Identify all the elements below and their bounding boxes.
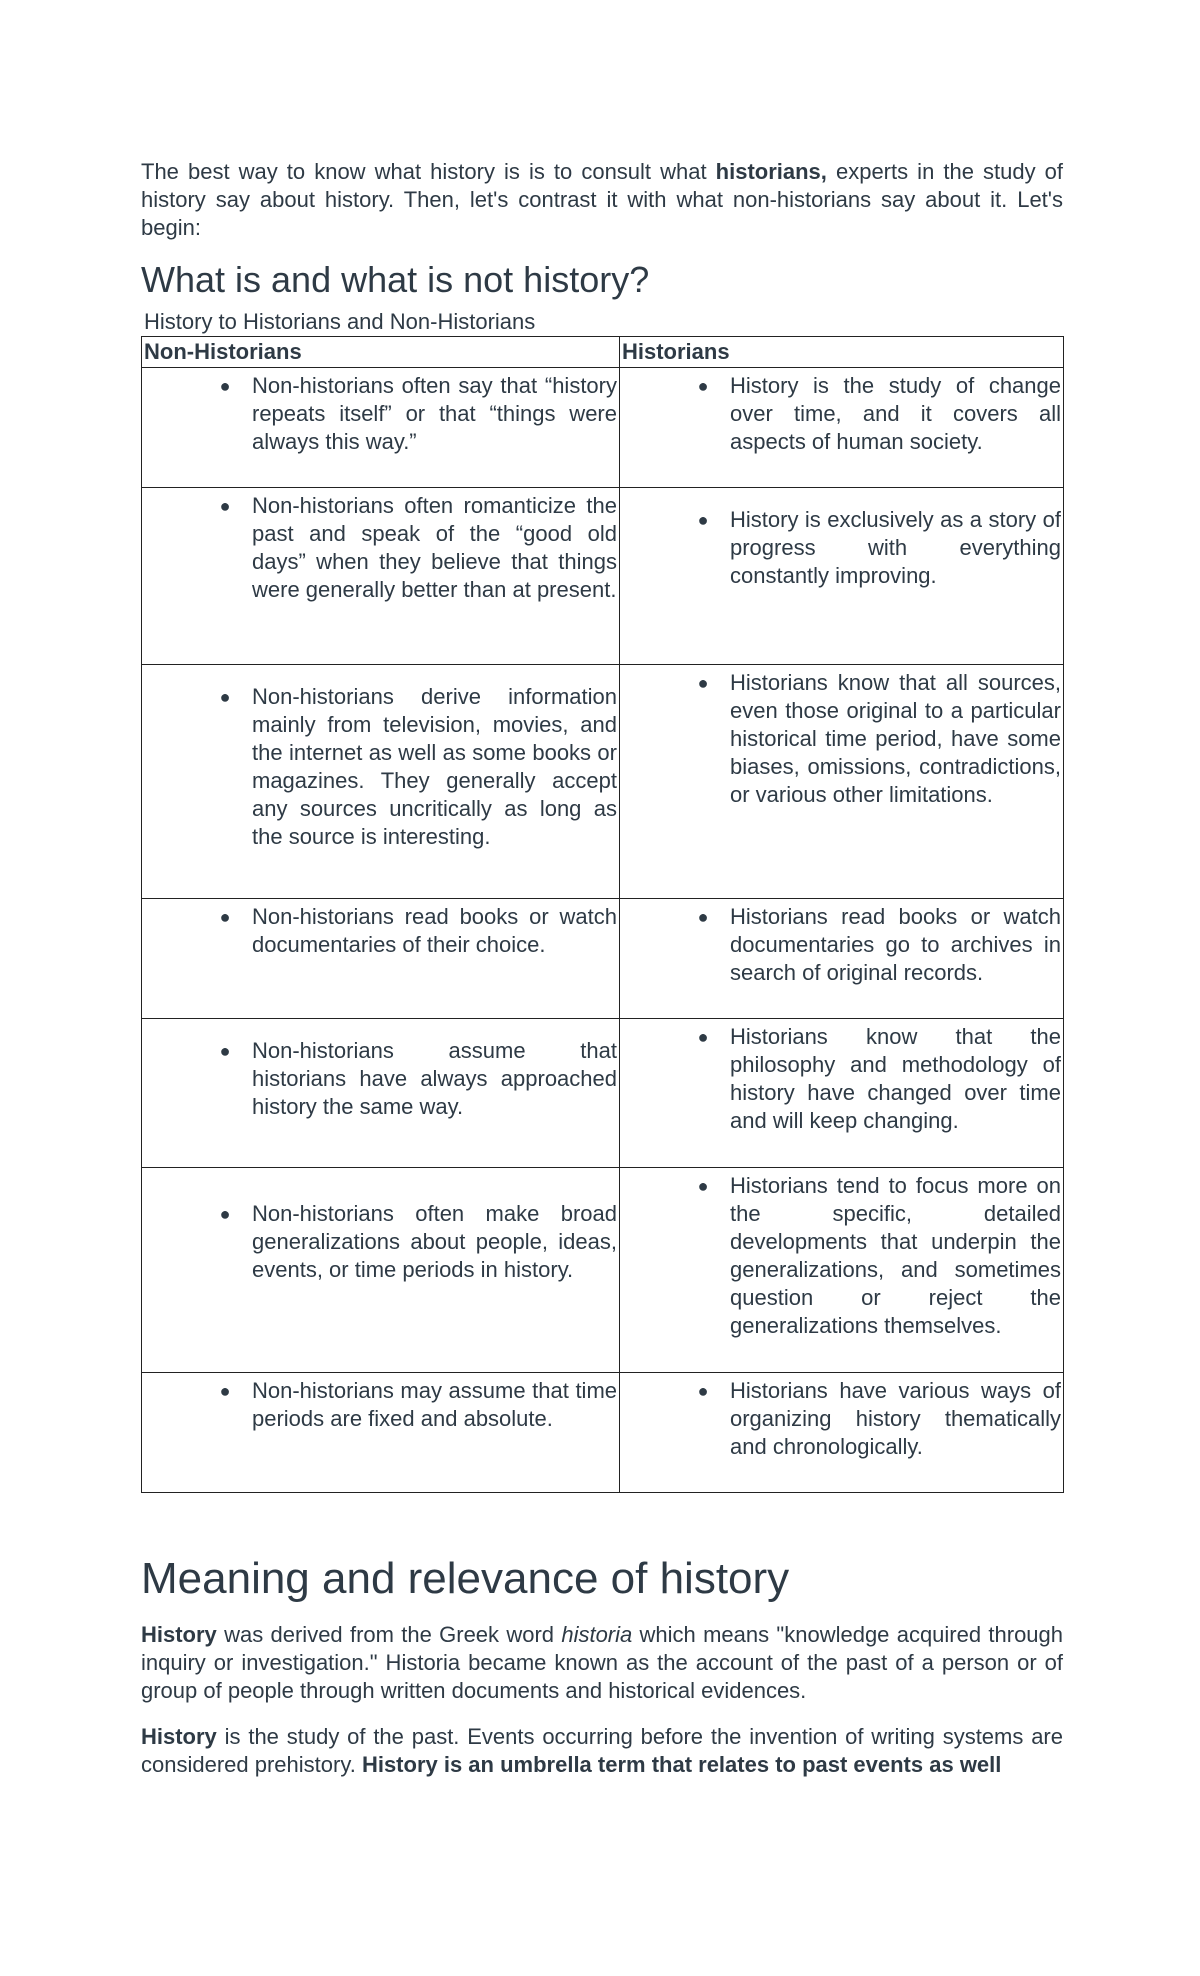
cell-text: Historians know that the philosophy and methodology of history have changed over time and will keep changing. [730,1024,1061,1133]
cell-non-historians [142,899,620,1019]
bullet-icon: ● [697,1027,709,1047]
cell-text: Historians know that all sources, even those original to a particular historical time period, have some biases, omissions, contradictions, or various other limitations. [730,670,1061,807]
bullet-icon: ● [219,1041,231,1061]
table-row [142,665,1064,899]
cell-text: Non-historians often romanticize the past and speak of the “good old days” when they believe that things were generally better than at present. [252,493,617,602]
bullet-icon: ● [697,1176,709,1196]
bullet-icon: ● [219,496,231,516]
paragraph-history-derivation [141,1621,1063,1705]
cell-historians [620,665,1064,899]
cell-text: Non-historians often make broad generalizations about people, ideas, events, or time periods in history. [252,1201,617,1282]
document-page [141,158,1063,1797]
table-caption: History to Historians and Non-Historians [144,309,536,334]
cell-historians [620,899,1064,1019]
section-title-what-is-history: What is and what is not history? [141,259,650,300]
cell-text: History is the study of change over time, and it covers all aspects of human society. [730,373,1061,454]
header-non-historians: Non-Historians [142,337,620,368]
cell-text: History is exclusively as a story of progress with everything constantly improving. [730,507,1061,588]
table-row [142,488,1064,665]
bullet-icon: ● [219,907,231,927]
cell-non-historians [142,368,620,488]
bullet-icon: ● [219,687,231,707]
bullet-icon: ● [219,1381,231,1401]
cell-historians [620,368,1064,488]
intro-text-1: The best way to know what history is is to consult what [141,159,716,184]
cell-text: Historians tend to focus more on the specific, detailed developments that underpin the generalizations, and sometimes question or reject the generalizations themselves. [730,1173,1061,1338]
cell-non-historians [142,665,620,899]
para2-bold-1: History [141,1724,217,1749]
cell-non-historians [142,488,620,665]
bullet-icon: ● [697,673,709,693]
cell-text: Non-historians may assume that time periods are fixed and absolute. [252,1378,617,1431]
para1-bold: History [141,1622,217,1647]
table-row [142,1019,1064,1168]
cell-text: Historians have various ways of organizing history thematically and chronologically. [730,1378,1061,1459]
table-header-row [142,337,1064,368]
cell-historians [620,1168,1064,1373]
cell-non-historians [142,1168,620,1373]
table-row [142,368,1064,488]
cell-text: Non-historians derive information mainly from television, movies, and the internet as well as some books or magazines. They generally accept any sources uncritically as long as the source is interesting. [252,684,617,849]
para2-text-1: is the study of the past. Events occurring before the invention of writing systems are considered prehistory. [141,1724,1063,1777]
bullet-icon: ● [697,376,709,396]
cell-text: Non-historians assume that historians have always approached history the same way. [252,1038,617,1119]
cell-historians [620,1373,1064,1493]
para1-text-2: which means "knowledge acquired through inquiry or investigation." Historia became known as the account of the past of a person or of group of people through written documents and historical evidences. [141,1622,1064,1703]
comparison-table [141,336,1064,1493]
bullet-icon: ● [219,376,231,396]
cell-non-historians [142,1019,620,1168]
intro-bold-historians: historians, [715,159,827,184]
bullet-icon: ● [697,510,709,530]
table-row [142,1168,1064,1373]
header-historians: Historians [620,337,1064,368]
bullet-icon: ● [697,1381,709,1401]
para1-italic: historia [561,1622,633,1647]
para2-bold-2: History is an umbrella term that relates to past events as well [361,1752,1002,1777]
bullet-icon: ● [697,907,709,927]
cell-text: Historians read books or watch documentaries go to archives in search of original records. [730,904,1061,985]
cell-text: Non-historians often say that “history repeats itself” or that “things were always this way.” [252,373,617,454]
cell-non-historians [142,1373,620,1493]
cell-text: Non-historians read books or watch documentaries of their choice. [252,904,617,957]
table-row [142,899,1064,1019]
para1-text-1: was derived from the Greek word [216,1622,562,1647]
cell-historians [620,488,1064,665]
paragraph-history-definition [141,1723,1063,1779]
bullet-icon: ● [219,1204,231,1224]
intro-text-2: experts in the study of history say about history. Then, let's contrast it with what non-historians say about it. Let's begin: [141,159,1064,240]
table-row [142,1373,1064,1493]
section-title-meaning-relevance: Meaning and relevance of history [141,1554,790,1603]
cell-historians [620,1019,1064,1168]
intro-paragraph [141,158,1063,242]
